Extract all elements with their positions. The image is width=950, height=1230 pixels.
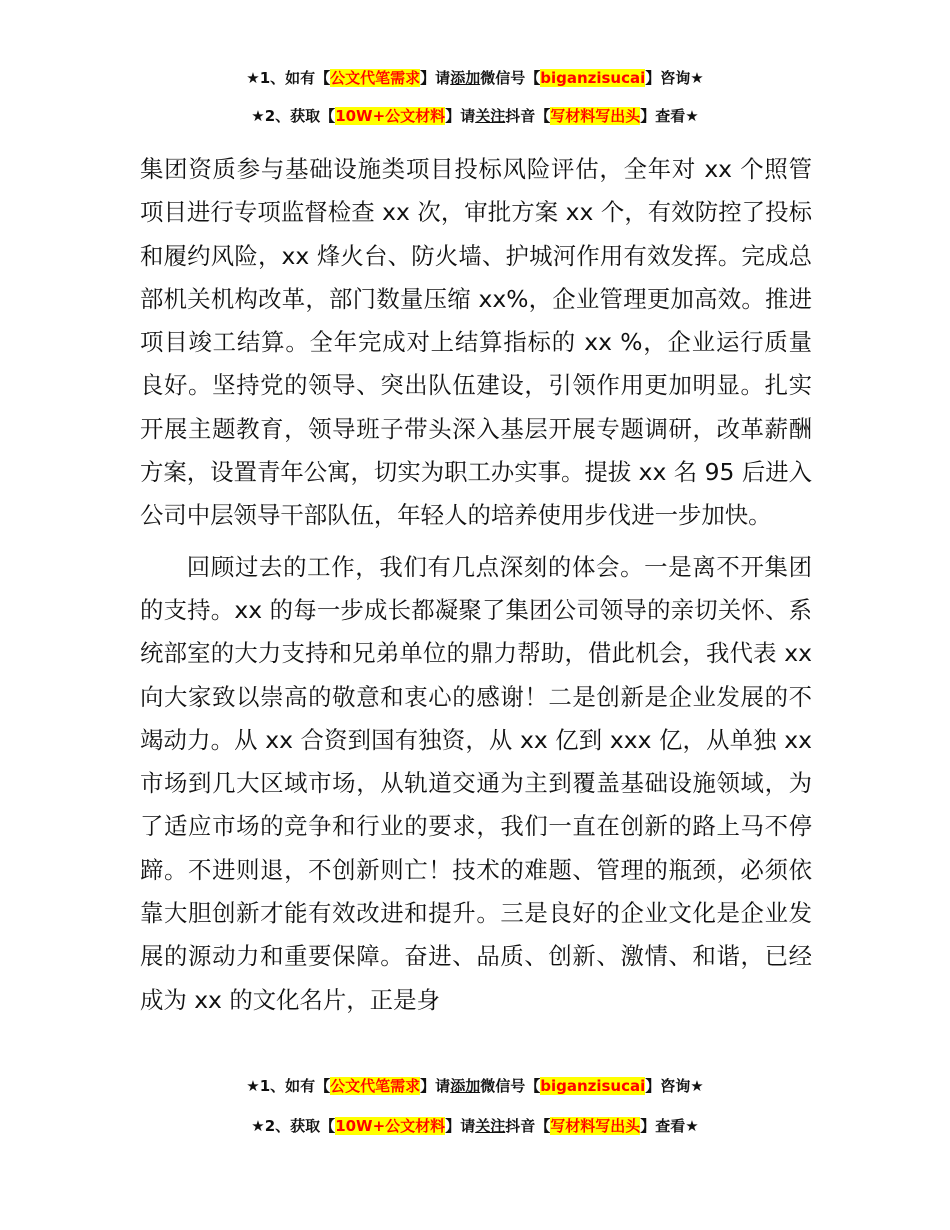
promo-text: 】请 — [445, 107, 476, 125]
highlight-materials: 10W+公文材料 — [335, 1117, 446, 1135]
header-promo-line-1 — [0, 68, 950, 88]
header-promo-line-2 — [0, 106, 950, 126]
promo-text: 2、获取【 — [264, 107, 336, 125]
star-icon: ★ — [246, 69, 260, 87]
highlight-douyin-account: 写材料写出头 — [550, 1117, 641, 1135]
promo-text: 微信号【 — [480, 69, 541, 87]
promo-text: 】请 — [420, 69, 451, 87]
promo-text: 】请 — [445, 1117, 476, 1135]
underlined-follow: 关注 — [475, 107, 506, 125]
highlight-service: 公文代笔需求 — [330, 1077, 421, 1095]
promo-text: 微信号【 — [480, 1077, 541, 1095]
promo-text: 】咨询★ — [645, 1077, 704, 1095]
highlight-douyin-account: 写材料写出头 — [550, 107, 641, 125]
promo-text: 】查看★ — [640, 1117, 699, 1135]
promo-text: 1、如有【 — [259, 69, 331, 87]
highlight-wechat-id: biganzisucai — [540, 1077, 646, 1095]
underlined-add: 添加 — [450, 69, 481, 87]
promo-text: 抖音【 — [505, 1117, 551, 1135]
footer-promo-line-2 — [0, 1116, 950, 1136]
paragraph-1: 集团资质参与基础设施类项目投标风险评估，全年对 xx 个照管项目进行专项监督检查 xx 次，审批方案 xx 个，有效防控了投标和履约风险，xx 烽火台、防火墙、护城河作用有效发挥。完成总部机关机构改革，部门数量压缩 xx%，企业管理更加高效。推进项目竣工结算。全年完成对上结算指标的 xx %，企业运行质量良好。坚持党的领导、突出队伍建设，引领作用更加明显。扎实开展主题教育，领导班子带头深入基层开展专题调研，改革薪酬方案，设置青年公寓，切实为职工办实事。提拔 xx 名 95 后进入公司中层领导干部队伍，年轻人的培养使用步伐进一步加快。 — [140, 155, 812, 530]
promo-text: 1、如有【 — [259, 1077, 331, 1095]
footer-promo-line-1 — [0, 1076, 950, 1096]
highlight-wechat-id: biganzisucai — [540, 69, 646, 87]
promo-text: 】请 — [420, 1077, 451, 1095]
document-body — [140, 148, 812, 1022]
highlight-materials: 10W+公文材料 — [335, 107, 446, 125]
underlined-follow: 关注 — [475, 1117, 506, 1135]
promo-text: 】查看★ — [640, 107, 699, 125]
promo-text: 抖音【 — [505, 107, 551, 125]
star-icon: ★ — [246, 1077, 260, 1095]
paragraph-2: 回顾过去的工作，我们有几点深刻的体会。一是离不开集团的支持。xx 的每一步成长都凝聚了集团公司领导的亲切关怀、系统部室的大力支持和兄弟单位的鼎力帮助，借此机会，我代表 xx 向大家致以崇高的敬意和衷心的感谢！二是创新是企业发展的不竭动力。从 xx 合资到国有独资，从 xx 亿到 xxx 亿，从单独 xx 市场到几大区域市场，从轨道交通为主到覆盖基础设施领域，为了适应市场的竞争和行业的要求，我们一直在创新的路上马不停蹄。不进则退，不创新则亡！技术的难题、管理的瓶颈，必须依靠大胆创新才能有效改进和提升。三是良好的企业文化是企业发展的源动力和重要保障。奋进、品质、创新、激情、和谐，已经成为 xx 的文化名片，正是身 — [140, 552, 812, 1014]
promo-text: 】咨询★ — [645, 69, 704, 87]
star-icon: ★ — [251, 107, 265, 125]
highlight-service: 公文代笔需求 — [330, 69, 421, 87]
promo-text: 2、获取【 — [264, 1117, 336, 1135]
underlined-add: 添加 — [450, 1077, 481, 1095]
star-icon: ★ — [251, 1117, 265, 1135]
